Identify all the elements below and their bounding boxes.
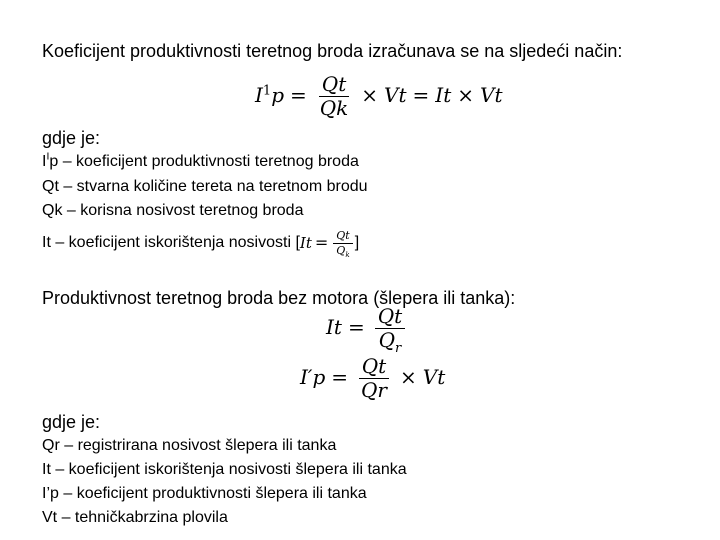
formula1-num: Qt xyxy=(319,74,349,97)
section2-line-3: I’p – koeficijent produktivnosti šlepera ili tanka xyxy=(42,485,367,502)
formula1-it: It xyxy=(435,83,452,107)
formula3-times: × xyxy=(399,365,417,389)
formula2-den-sub: r xyxy=(395,341,402,356)
formula1-vt: Vt xyxy=(384,83,407,107)
section1-line4-text: It – koeficijent iskorištenja nosivosti [ xyxy=(42,234,300,252)
section1-line4-den-base: Q xyxy=(336,243,346,257)
section1-line-2: Qt – stvarna količine tereta na teretnom brodu xyxy=(42,178,368,195)
section1-line-1 xyxy=(42,152,359,172)
section2-line-4: Vt – tehničkabrzina plovila xyxy=(42,509,228,526)
section1-line4-close: ] xyxy=(354,234,360,252)
formula1-vt2: Vt xyxy=(480,83,503,107)
formula1-eq: = xyxy=(290,83,307,107)
section1-line-3: Qk – korisna nosivost teretnog broda xyxy=(42,202,304,219)
section2-line-2: It – koeficijent iskorištenja nosivosti šlepera ili tanka xyxy=(42,461,407,478)
section2-gdje-je: gdje je: xyxy=(42,412,101,432)
section1-line-4 xyxy=(42,229,360,259)
formula2-den-base: Q xyxy=(378,328,396,352)
section1-line1-prefix: I xyxy=(42,153,47,170)
section1-line1-rest: p – koeficijent produktivnosti teretnog broda xyxy=(49,153,359,170)
formula3-num: Qt xyxy=(359,356,389,379)
formula-barge-productivity xyxy=(300,356,445,401)
formula1-times2: × xyxy=(457,83,474,107)
formula3-vt: Vt xyxy=(422,365,446,389)
formula1-eq2: = xyxy=(412,83,430,107)
section2-line-1: Qr – registrirana nosivost šlepera ili tanka xyxy=(42,437,337,454)
formula1-lhs-sup: 1 xyxy=(262,83,272,99)
formula2-lhs: It xyxy=(326,315,342,339)
formula3-den: Qr xyxy=(361,378,387,402)
formula1-den: Qk xyxy=(319,96,349,120)
formula1-times: × xyxy=(361,83,379,107)
formula1-fraction xyxy=(317,74,352,119)
formula3-eq: = xyxy=(331,365,349,389)
formula-productivity xyxy=(255,74,502,119)
intro-heading: Koeficijent produktivnosti teretnog broda izračunava se na sljedeći način: xyxy=(42,41,623,61)
section1-line4-den xyxy=(333,244,352,257)
section1-line1-sup: I xyxy=(46,151,50,163)
formula1-lhs-base: I xyxy=(255,83,263,107)
section2-heading: Produktivnost teretnog broda bez motora (šlepera ili tanka): xyxy=(42,288,516,308)
section1-line4-den-sub: k xyxy=(345,249,350,259)
formula3-lhs: I′p xyxy=(300,365,326,389)
formula2-num: Qt xyxy=(375,306,405,329)
formula2-eq: = xyxy=(347,315,365,339)
section1-line4-it: It xyxy=(299,234,312,253)
formula2-den xyxy=(376,328,405,356)
section1-line4-num: Qt xyxy=(333,230,352,244)
formula1-lhs-rest: p xyxy=(271,83,284,107)
section1-line4-fraction xyxy=(333,229,352,259)
formula-utilization xyxy=(326,304,409,356)
formula3-fraction xyxy=(358,356,390,401)
formula2-fraction xyxy=(375,304,405,356)
section1-line4-eq: = xyxy=(314,233,329,253)
section1-gdje-je: gdje je: xyxy=(42,128,101,148)
